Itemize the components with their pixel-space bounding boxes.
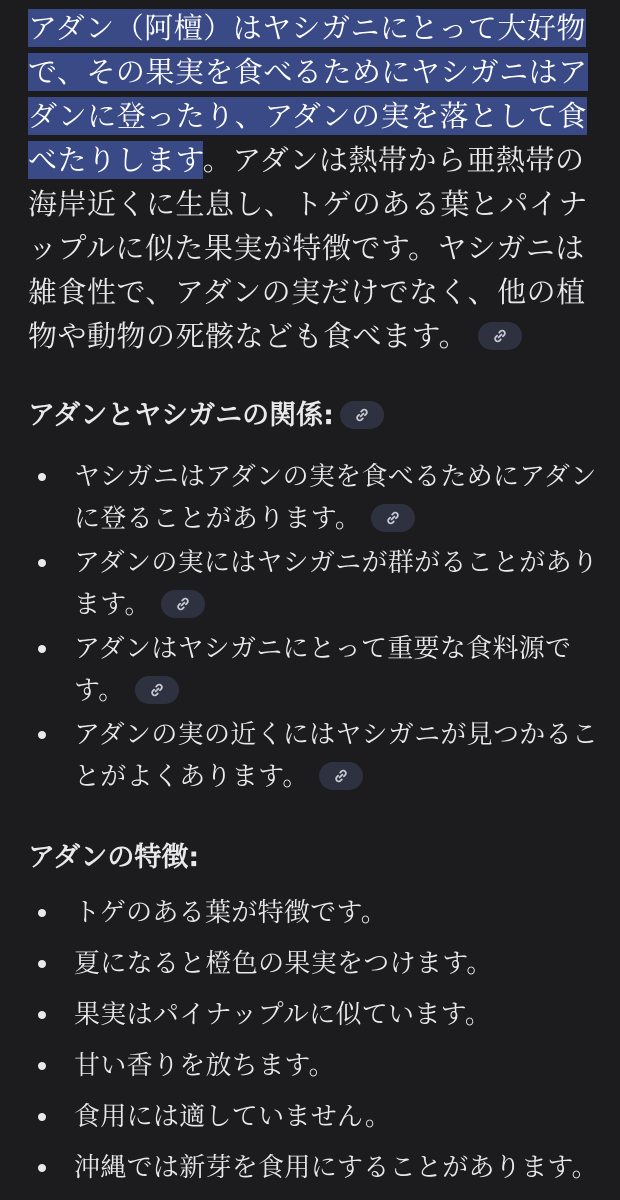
- citation-chip[interactable]: [340, 401, 384, 429]
- link-icon: [385, 510, 401, 526]
- bullet: [38, 960, 46, 968]
- bullet: [38, 909, 46, 917]
- list-item: トゲのある葉が特徴です。: [28, 892, 600, 934]
- relationship-list: [28, 456, 600, 798]
- link-icon: [354, 407, 370, 423]
- list-item: 果実はパイナップルに似ています。: [28, 994, 600, 1036]
- intro-paragraph: [28, 6, 600, 358]
- highlighted-text[interactable]: アダン（阿檀）はヤシガニにとって大好物で、その果実を食べるためにヤシガニはアダンに登ったり、アダンの実を落として食べたりします: [28, 11, 588, 177]
- list-item: アダンの実の近くにはヤシガニが見つかることがよくあります。: [28, 714, 600, 798]
- list-item: 甘い香りを放ちます。: [28, 1045, 600, 1087]
- bullet: [38, 731, 46, 739]
- citation-chip[interactable]: [135, 676, 179, 704]
- features-list: [28, 892, 600, 1189]
- list-item: ヤシガニはアダンの実を食べるためにアダンに登ることがあります。: [28, 456, 600, 540]
- link-icon: [175, 596, 191, 612]
- bullet: [38, 645, 46, 653]
- section-heading-relationship: アダンとヤシガニの関係:: [28, 396, 600, 436]
- link-icon: [492, 328, 508, 344]
- bullet: [38, 473, 46, 481]
- citation-chip[interactable]: [478, 322, 522, 350]
- citation-chip[interactable]: [319, 762, 363, 790]
- list-item: 夏になると橙色の果実をつけます。: [28, 943, 600, 985]
- list-item: 食用には適していません。: [28, 1096, 600, 1138]
- list-item: アダンの実にはヤシガニが群がることがあります。: [28, 542, 600, 626]
- citation-chip[interactable]: [161, 590, 205, 618]
- list-item: アダンはヤシガニにとって重要な食料源です。: [28, 628, 600, 712]
- bullet: [38, 1062, 46, 1070]
- bullet: [38, 1164, 46, 1172]
- link-icon: [333, 768, 349, 784]
- list-item: 沖縄では新芽を食用にすることがあります。: [28, 1147, 600, 1189]
- bullet: [38, 559, 46, 567]
- bullet: [38, 1011, 46, 1019]
- citation-chip[interactable]: [371, 504, 415, 532]
- bullet: [38, 1113, 46, 1121]
- section-heading-features: アダンの特徴:: [28, 842, 200, 873]
- response-content: [28, 6, 600, 1198]
- intro-text: 。アダンは熱帯から亜熱帯の海岸近くに生息し、トゲのある葉とパイナップルに似た果実が特徴です。ヤシガニは雑食性で、アダンの実だけでなく、他の植物や動物の死骸なども食べます。: [28, 143, 588, 353]
- link-icon: [149, 682, 165, 698]
